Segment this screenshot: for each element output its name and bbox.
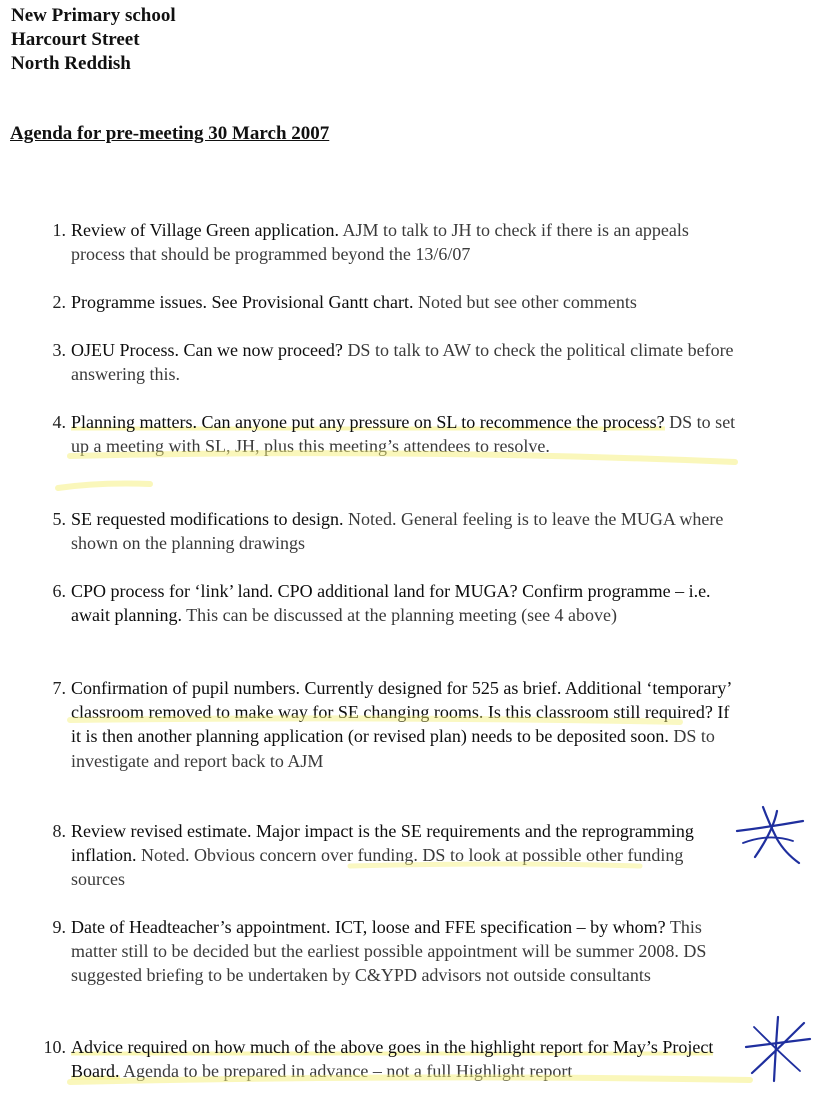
item-number: 3. (52, 340, 66, 360)
item-number: 2. (52, 292, 66, 312)
item-meeting-note: DS to talk to AW to check the political climate before answering this. (71, 340, 734, 385)
item-meeting-note: AJM to talk to JH to check if there is an appeals process that should be programmed beyond the 13/6/07 (71, 220, 689, 265)
item-agenda-text: Planning matters. Can anyone put any pressure on SL to recommence the process? (71, 412, 665, 432)
address-line-2: Harcourt Street (11, 29, 140, 50)
address-line-3: North Reddish (11, 53, 131, 74)
item-number: 10. (43, 1037, 66, 1057)
asterisk-icon (740, 1013, 814, 1085)
item-meeting-note: Noted but see other comments (413, 292, 637, 312)
agenda-title: Agenda for pre-meeting 30 March 2007 (10, 123, 330, 144)
item-meeting-note: DS to set up a meeting with SL, JH, plus this meeting’s attendees to resolve. (71, 412, 736, 457)
item-meeting-note: Agenda to be prepared in advance – not a full Highlight report (119, 1061, 573, 1082)
item-agenda-text: Review of Village Green application. (71, 220, 339, 240)
item-agenda-text: Confirmation of pupil numbers. Currently designed for 525 as brief. Additional ‘temporary’ classroom removed to make way for SE changing rooms. Is this classroom still required? If it is then another planning application (or revised plan) needs to be deposited soon. (71, 678, 732, 747)
highlighter-stroke (58, 484, 150, 489)
item-agenda-text: CPO process for ‘link’ land. CPO additional land for MUGA? Confirm programme – i.e. await planning. (71, 581, 711, 626)
item-agenda-text: Programme issues. See Provisional Gantt chart. (71, 292, 414, 312)
item-meeting-note: DS to investigate and report back to AJM (71, 726, 715, 771)
item-meeting-note: This matter still to be decided but the earliest possible appointment will be summer 2008. DS suggested briefing to be undertaken by C&YPD advisors not outside consultants (71, 917, 707, 986)
item-agenda-text: Date of Headteacher’s appointment. ICT, loose and FFE specification – by whom? (71, 917, 666, 937)
school-address (11, 4, 176, 76)
item-number: 9. (52, 917, 66, 937)
item-number: 8. (52, 821, 66, 841)
address-line-1: New Primary school (11, 5, 176, 26)
item-number: 4. (52, 412, 66, 432)
item-agenda-text: Advice required on how much of the above goes in the highlight report for May’s Project Board. (71, 1037, 714, 1082)
item-meeting-note: This can be discussed at the planning meeting (see 4 above) (181, 605, 618, 626)
item-meeting-note: Noted. General feeling is to leave the MUGA where shown on the planning drawings (71, 509, 724, 554)
item-agenda-text: Review revised estimate. Major impact is the SE requirements and the reprogramming inflation. (71, 821, 694, 866)
asterisk-icon (733, 803, 807, 867)
item-number: 5. (52, 509, 66, 529)
item-number: 1. (52, 220, 66, 240)
item-meeting-note: Noted. Obvious concern over funding. DS to look at possible other funding sources (71, 845, 684, 890)
item-number: 6. (52, 581, 66, 601)
item-agenda-text: OJEU Process. Can we now proceed? (71, 340, 343, 360)
item-number: 7. (52, 678, 66, 698)
item-agenda-text: SE requested modifications to design. (71, 509, 344, 529)
